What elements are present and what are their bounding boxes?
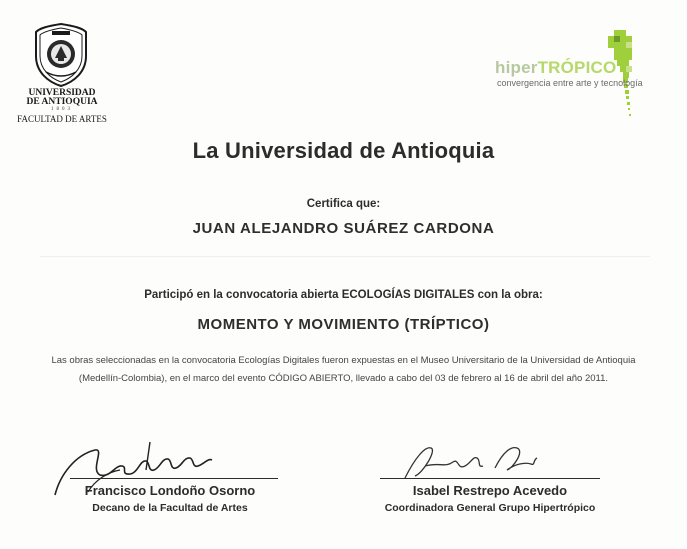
recipient-name: JUAN ALEJANDRO SUÁREZ CARDONA bbox=[192, 220, 495, 237]
university-name-line2: DE ANTIOQUIA bbox=[26, 97, 98, 107]
logo-word-tropico: TRÓPICO bbox=[537, 58, 617, 77]
signature-line-right bbox=[380, 478, 600, 479]
signer-name-left: Francisco Londoño Osorno bbox=[84, 483, 256, 498]
divider bbox=[40, 256, 650, 257]
logo-word-hiper: hiper bbox=[495, 58, 538, 77]
university-seal-logo bbox=[32, 22, 90, 88]
signer-title-right: Coordinadora General Grupo Hipertrópico bbox=[384, 502, 596, 514]
signer-title-left: Decano de la Facultad de Artes bbox=[92, 502, 248, 514]
faculty-name: FACULTAD DE ARTES bbox=[17, 114, 107, 124]
signer-name-right: Isabel Restrepo Acevedo bbox=[412, 483, 568, 498]
signature-line-left bbox=[70, 478, 278, 479]
university-name-line1: UNIVERSIDAD bbox=[28, 88, 96, 98]
description-line-2: (Medellín-Colombia), en el marco del evento CÓDIGO ABIERTO, llevado a cabo del 03 de febrero al 16 de abril del año 2011. bbox=[78, 373, 609, 384]
institution-heading: La Universidad de Antioquia bbox=[192, 138, 495, 163]
participation-statement: Participó en la convocatoria abierta ECOLOGÍAS DIGITALES con la obra: bbox=[144, 289, 543, 301]
certify-label: Certifica que: bbox=[306, 198, 381, 210]
work-title: MOMENTO Y MOVIMIENTO (TRÍPTICO) bbox=[197, 316, 490, 333]
signature-scribble-right bbox=[385, 438, 555, 483]
hipertropico-logo bbox=[495, 58, 616, 78]
description-line-1: Las obras seleccionadas en la convocatoria Ecologías Digitales fueron expuestas en el Museo Universitario de la Universidad de Antioquia bbox=[51, 355, 636, 366]
logo-tagline: convergencia entre arte y tecnología bbox=[497, 78, 643, 88]
university-founded-year: 1803 bbox=[51, 107, 73, 112]
